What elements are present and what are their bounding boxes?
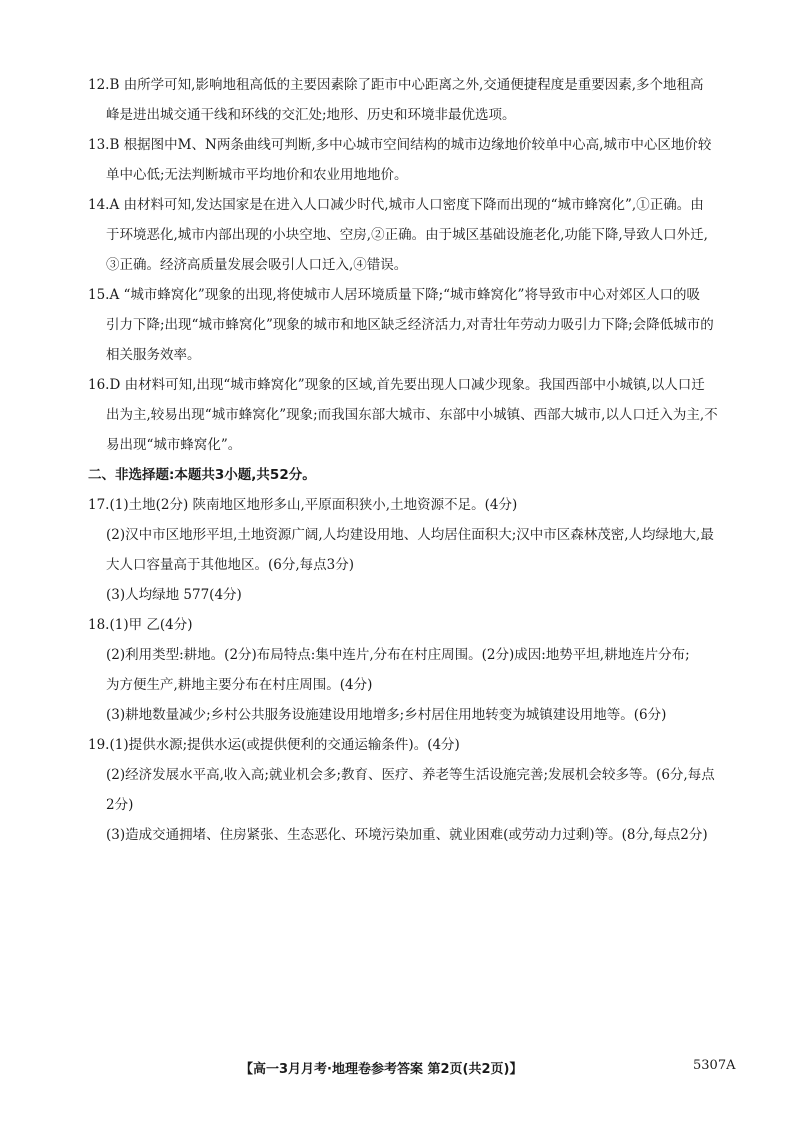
answer-part: (1)甲 乙(4分)	[109, 617, 193, 633]
footer-code: 5307A	[693, 1058, 736, 1073]
section-title: 二、非选择题:本题共3小题,共52分。	[88, 467, 316, 483]
answer-text-line: ③正确。经济高质量发展会吸引人口迁入,④错误。	[106, 257, 408, 273]
answer-12	[88, 70, 748, 130]
answer-text-line: 根据图中M、N两条曲线可判断,多中心城市空间结构的城市边缘地价较单中心高,城市中心区地价较	[123, 137, 712, 153]
answer-text-line: 由材料可知,发达国家是在进入人口减少时代,城市人口密度下降而出现的“城市蜂窝化”,①正确。由	[123, 197, 704, 213]
answer-part: 为方便生产,耕地主要分布在村庄周围。(4分)	[106, 677, 373, 693]
answer-text-line: 峰是进出城交通干线和环线的交汇处;地形、历史和环境非最优选项。	[106, 107, 516, 123]
answer-14	[88, 190, 748, 280]
answer-part: (2)经济发展水平高,收入高;就业机会多;教育、医疗、养老等生活设施完善;发展机会较多等。(6分,每点	[106, 767, 715, 783]
answer-part: (1)土地(2分) 陕南地区地形多山,平原面积狭小,土地资源不足。(4分)	[109, 497, 518, 513]
answer-part: (2)汉中市区地形平坦,土地资源广阔,人均建设用地、人均居住面积大;汉中市区森林茂密,人均绿地大,最	[106, 527, 714, 543]
answer-text-line: 出为主,较易出现“城市蜂窝化”现象;而我国东部大城市、东部中小城镇、西部大城市,以人口迁入为主,不	[106, 407, 718, 423]
answer-number: 15.A	[88, 287, 120, 303]
answer-text-line: 由所学可知,影响地租高低的主要因素除了距市中心距离之外,交通便捷程度是重要因素,多个地租高	[123, 77, 704, 93]
answer-17	[88, 490, 748, 610]
answer-text-line: 单中心低;无法判断城市平均地价和农业用地地价。	[106, 167, 408, 183]
answer-part: (2)利用类型:耕地。(2分)布局特点:集中连片,分布在村庄周围。(2分)成因:地势平坦,耕地连片分布;	[106, 647, 690, 663]
answer-number: 16.D	[88, 377, 121, 393]
answer-part: 大人口容量高于其他地区。(6分,每点3分)	[106, 557, 355, 573]
answer-text-line: 引力下降;出现“城市蜂窝化”现象的城市和地区缺乏经济活力,对青壮年劳动力吸引力下降;会降低城市的	[106, 317, 714, 333]
answer-19	[88, 730, 748, 850]
answer-number: 12.B	[88, 77, 120, 93]
answer-number: 18.	[88, 617, 110, 633]
answer-part: (3)人均绿地 577(4分)	[106, 587, 242, 603]
answer-part: (1)提供水源;提供水运(或提供便利的交通运输条件)。(4分)	[109, 737, 460, 753]
answer-number: 17.	[88, 497, 110, 513]
footer-title: 【高一3月月考·地理卷参考答案 第2页(共2页)】	[240, 1062, 523, 1077]
answer-text-line: 易出现“城市蜂窝化”。	[106, 437, 242, 453]
answer-part: 2分)	[106, 797, 134, 813]
answer-part: (3)造成交通拥堵、住房紧张、生态恶化、环境污染加重、就业困难(或劳动力过剩)等。(8分,每点2分)	[106, 827, 708, 843]
answer-16	[88, 370, 748, 460]
answer-text-line: 由材料可知,出现“城市蜂窝化”现象的区域,首先要出现人口减少现象。我国西部中小城镇,以人口迁	[124, 377, 705, 393]
answer-18	[88, 610, 748, 730]
answer-15	[88, 280, 748, 370]
answer-number: 19.	[88, 737, 110, 753]
answer-page	[88, 70, 748, 850]
answer-13	[88, 130, 748, 190]
answer-part: (3)耕地数量减少;乡村公共服务设施建设用地增多;乡村居住用地转变为城镇建设用地等。(6分)	[106, 707, 667, 723]
answer-text-line: 于环境恶化,城市内部出现的小块空地、空房,②正确。由于城区基础设施老化,功能下降,导致人口外迁,	[106, 227, 708, 243]
answer-text-line: 相关服务效率。	[106, 347, 201, 363]
answer-number: 14.A	[88, 197, 120, 213]
answer-text-line: “城市蜂窝化”现象的出现,将使城市人居环境质量下降;“城市蜂窝化”将导致市中心对郊区人口的吸	[123, 287, 700, 303]
answer-number: 13.B	[88, 137, 120, 153]
